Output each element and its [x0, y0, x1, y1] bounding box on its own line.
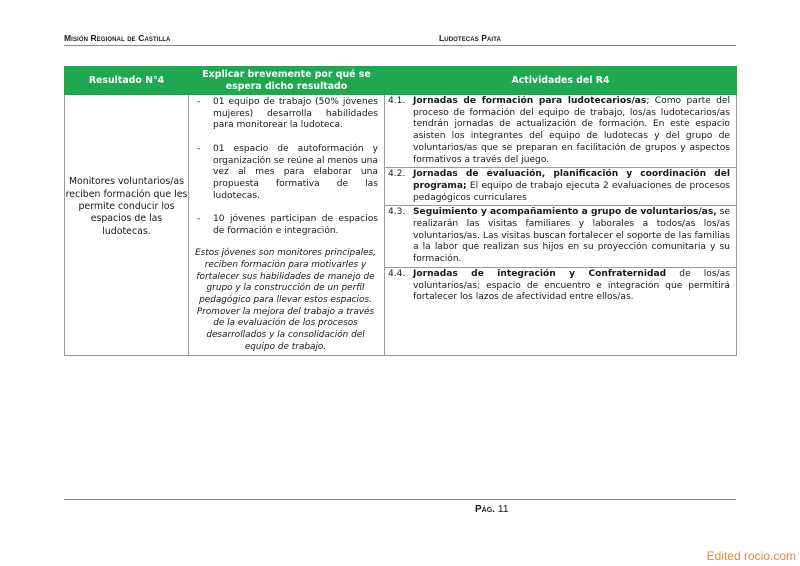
footer-divider	[64, 499, 736, 500]
actividad-number: 4.1.	[388, 96, 406, 106]
explicacion-bullet: - 01 equipo de trabajo (50% jóvenes mujeres) desarrolla habilidades para monitorear la ludoteca.	[193, 97, 378, 132]
actividades-cell	[385, 95, 737, 356]
explicacion-note: Estos jóvenes son monitores principales, reciben formación para motivarles y fortalecer sus habilidades de manejo de grupo y la construcción de un perfil pedagógico para llevar estos espacios. Promover la mejora del trabajo a través de la evaluación de los procesos desarrollados y la consolidación del equipo de trabajo.	[194, 248, 376, 352]
actividad-description: El equipo de trabajo ejecuta 2 evaluaciones de procesos pedagógicos curriculares	[413, 180, 730, 203]
actividad-title: Jornadas de integración y Confraternidad	[413, 268, 667, 279]
actividad-description: de los/as voluntarios/as; espacio de encuentro e integración que permitirá fortalecer los lazos de afectividad entre ellos/as.	[413, 268, 730, 303]
actividad-description: se realizarán las visitas familiares y laborales a todos/as los/as voluntarios/as. Las visitas buscan fortalecer el soporte de las familias a la labor que realizan sus hijos en su proyección comunitaria y su formación.	[413, 207, 730, 265]
table-row	[65, 95, 737, 356]
column-header-explicacion: Explicar brevemente por qué se espera dicho resultado	[189, 67, 385, 95]
actividad-title: Jornadas de formación para ludotecarios/as	[413, 96, 647, 106]
actividad-item	[385, 95, 736, 168]
page-number: 11	[497, 503, 509, 515]
explicacion-cell	[189, 95, 385, 356]
column-header-actividades: Actividades del R4	[385, 67, 737, 95]
dash-bullet-icon: -	[197, 143, 201, 154]
table-header-row	[65, 67, 737, 95]
header-divider	[64, 45, 736, 46]
page-footer	[475, 503, 509, 515]
actividad-number: 4.2.	[388, 169, 406, 180]
page-label: Pág.	[475, 504, 495, 515]
actividad-item	[385, 168, 736, 206]
dash-bullet-icon: -	[197, 214, 201, 224]
explicacion-bullet: - 10 jóvenes participan de espacios de formación e integración.	[193, 214, 378, 237]
project-name: Ludotecas Paita	[439, 33, 501, 43]
actividad-title: Jornadas de evaluación, planificación y coordinación del programa;	[413, 169, 730, 191]
results-table	[64, 66, 737, 356]
resultado-text: Monitores voluntarios/as reciben formación que les permite conducir los espacios de las ludotecas.	[65, 176, 188, 237]
actividad-number: 4.3.	[388, 207, 406, 218]
actividad-title: Seguimiento y acompañamiento a grupo de voluntarios/as,	[413, 207, 717, 218]
organization-name: Misión Regional de Castilla	[64, 33, 171, 43]
column-header-resultado: Resultado N°4	[65, 67, 189, 95]
watermark: Edited rocio.com	[706, 549, 796, 563]
actividad-description: ; Como parte del proceso de formación del equipo de trabajo, los/as ludotecarios/as tendrán jornadas de actualización de formación. En este espacio asisten los integrantes del equipo de ludotecas y del grupo de voluntarios/as que se preparan en facilitación de grupos y aspectos formativos a través del juego.	[413, 96, 730, 165]
actividad-number: 4.4.	[388, 268, 406, 279]
explicacion-bullet: - 01 espacio de autoformación y organización se reúne al menos una vez al mes para elaborar una propuesta formativa de las ludotecas.	[193, 144, 378, 203]
actividad-item	[385, 206, 736, 268]
resultado-cell	[65, 95, 189, 356]
dash-bullet-icon: -	[197, 97, 201, 107]
actividad-item	[385, 268, 736, 352]
